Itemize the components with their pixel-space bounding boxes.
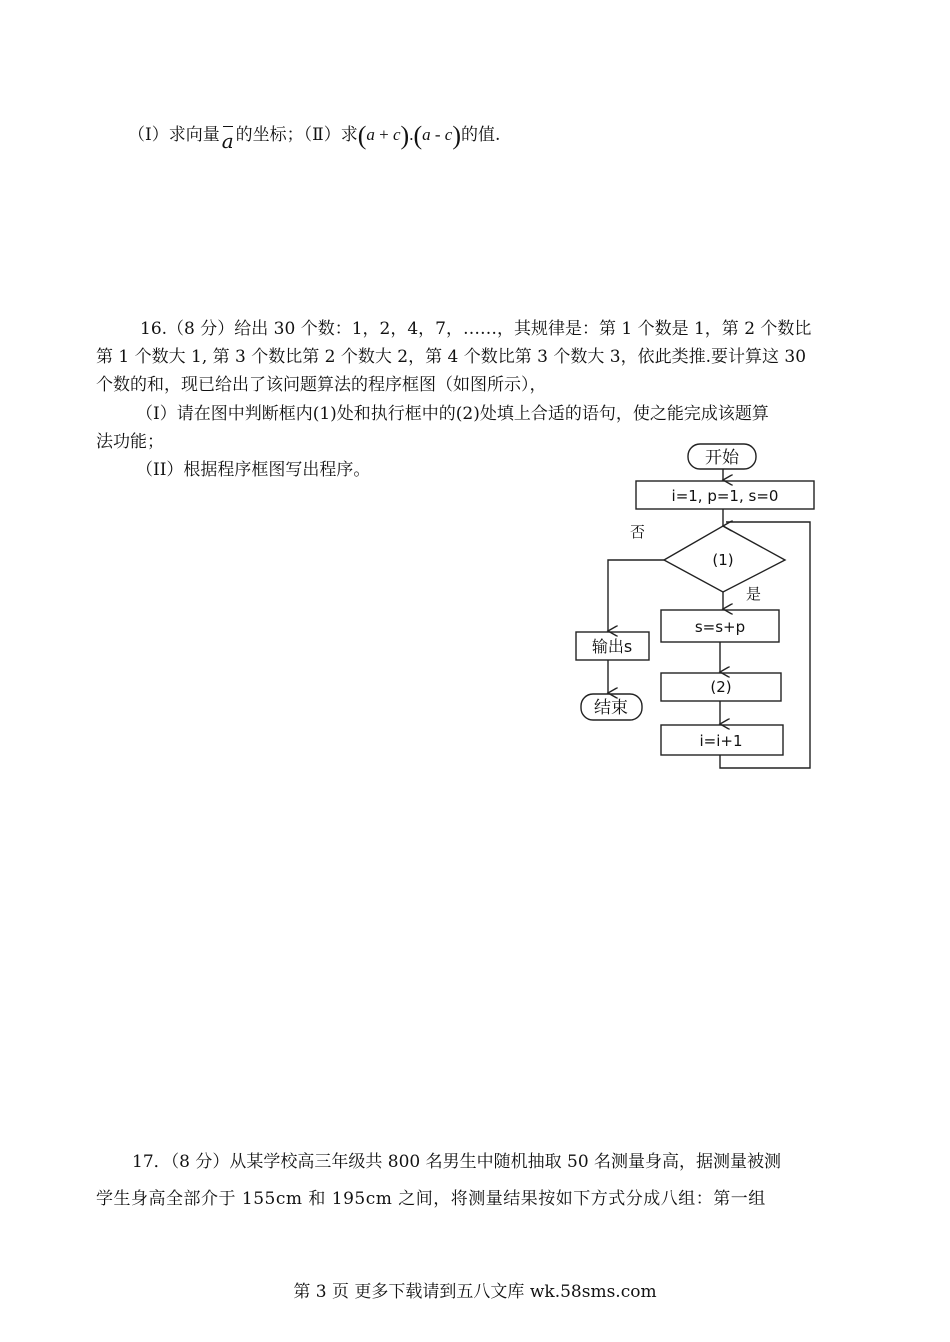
expr-c1: c <box>392 125 401 144</box>
init-label: i=1, p=1, s=0 <box>671 487 779 505</box>
q15-expression: (a + c).(a - c) <box>357 121 462 150</box>
vector-a: a <box>221 129 234 153</box>
end-label: 结束 <box>594 698 628 718</box>
q16-line-6: （II）根据程序框图写出程序。 <box>136 460 371 480</box>
page-footer: 第 3 页 更多下载请到五八文库 wk.58sms.com <box>293 1282 657 1302</box>
step1-label: s=s+p <box>694 618 746 636</box>
q16-line-2: 第 1 个数大 1, 第 3 个数比第 2 个数大 2，第 4 个数比第 3 个数大 3，依此类推.要计算这 30 <box>96 347 807 367</box>
start-label: 开始 <box>705 448 739 468</box>
q16-line-1: 16.（8 分）给出 30 个数：1，2，4，7，……，其规律是：第 1 个数是 1，第 2 个数比 <box>140 319 812 339</box>
q15-part1-suffix: 的坐标；（Ⅱ）求 <box>235 125 358 145</box>
flowchart <box>560 436 830 776</box>
expr-dot: . <box>409 125 414 144</box>
q16-line-3: 个数的和，现已给出了该问题算法的程序框图（如图所示）， <box>96 375 547 395</box>
step3-label: i=i+1 <box>699 732 743 750</box>
no-label: 否 <box>630 523 646 541</box>
output-label: 输出s <box>591 637 633 656</box>
q15-part2-suffix: 的值. <box>461 125 501 145</box>
expr-c2: c <box>444 125 453 144</box>
expr-plus: + <box>379 125 389 144</box>
q16-line-5: 法功能； <box>96 432 164 452</box>
expr-a2: a <box>422 125 431 144</box>
yes-label: 是 <box>746 585 762 603</box>
decision-label: (1) <box>712 551 734 569</box>
q17-line-2: 学生身高全部介于 155cm 和 195cm 之间，将测量结果按如下方式分成八组：第一组 <box>96 1189 766 1209</box>
expr-minus: - <box>434 125 441 144</box>
q17-line-1: 17．（8 分）从某学校高三年级共 800 名男生中随机抽取 50 名测量身高，据测量被测 <box>132 1152 782 1172</box>
q15-parts-line <box>128 121 501 153</box>
step2-label: (2) <box>710 678 732 696</box>
q16-line-4: （I）请在图中判断框内(1)处和执行框中的(2)处填上合适的语句，使之能完成该题算 <box>136 404 769 424</box>
q15-part1-prefix: （Ⅰ）求向量 <box>128 125 220 145</box>
expr-a1: a <box>366 125 375 144</box>
